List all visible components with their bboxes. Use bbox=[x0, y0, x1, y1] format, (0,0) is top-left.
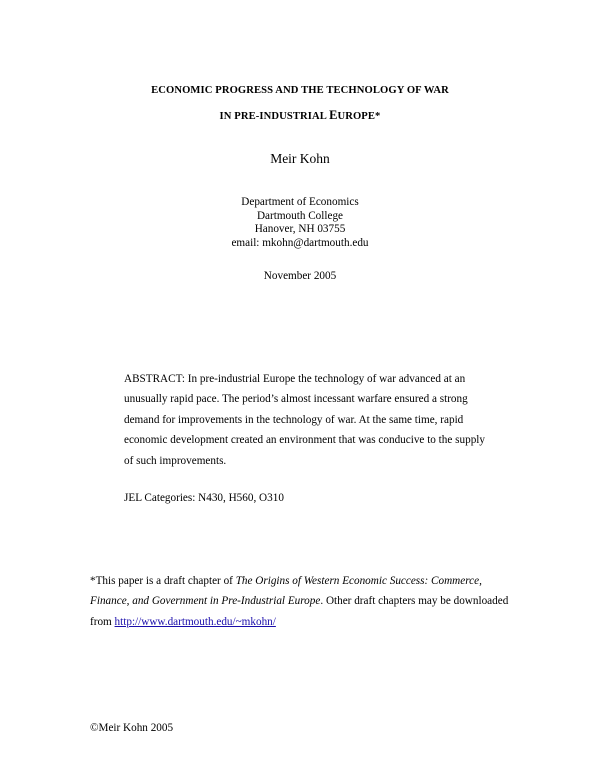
affiliation-college: Dartmouth College bbox=[256, 209, 344, 222]
title-line-2-rest: UROPE* bbox=[337, 111, 381, 122]
title-line-2-prefix: IN PRE-INDUSTRIAL bbox=[219, 111, 330, 122]
footnote-middle: . Other draft chapters may be downloaded from bbox=[90, 595, 509, 628]
affiliation-department: Department of Economics bbox=[241, 196, 359, 208]
paper-date: November 2005 bbox=[263, 270, 337, 282]
footnote-book-title: The Origins of Western Economic Success: Commerce, Finance, and Government in Pre-Industrial Europe bbox=[90, 575, 482, 608]
affiliation-city: Hanover, NH 03755 bbox=[254, 223, 346, 236]
affiliation-email: email: mkohn@dartmouth.edu bbox=[231, 236, 369, 249]
title-line-2-initial: E bbox=[329, 108, 338, 122]
footnote-prefix: *This paper is a draft chapter of bbox=[90, 575, 236, 587]
footnote-link[interactable]: http://www.dartmouth.edu/~mkohn/ bbox=[114, 615, 276, 628]
paper-title-line-2 bbox=[0, 108, 600, 123]
paper-title-line-1: ECONOMIC PROGRESS AND THE TECHNOLOGY OF WAR bbox=[151, 85, 449, 96]
copyright: ©Meir Kohn 2005 bbox=[90, 722, 174, 734]
jel-categories: JEL Categories: N430, H560, O310 bbox=[124, 492, 284, 504]
author-name: Meir Kohn bbox=[270, 151, 330, 166]
abstract: ABSTRACT: In pre-industrial Europe the technology of war advanced at an unusually rapid pace. The period’s almost incessant warfare ensured a strong demand for improvements in the technology of war. At the same time, rapid economic development created an environment that was conducive to the supply of such improvements. bbox=[124, 373, 485, 467]
affiliation bbox=[0, 196, 600, 250]
footnote bbox=[90, 571, 520, 632]
